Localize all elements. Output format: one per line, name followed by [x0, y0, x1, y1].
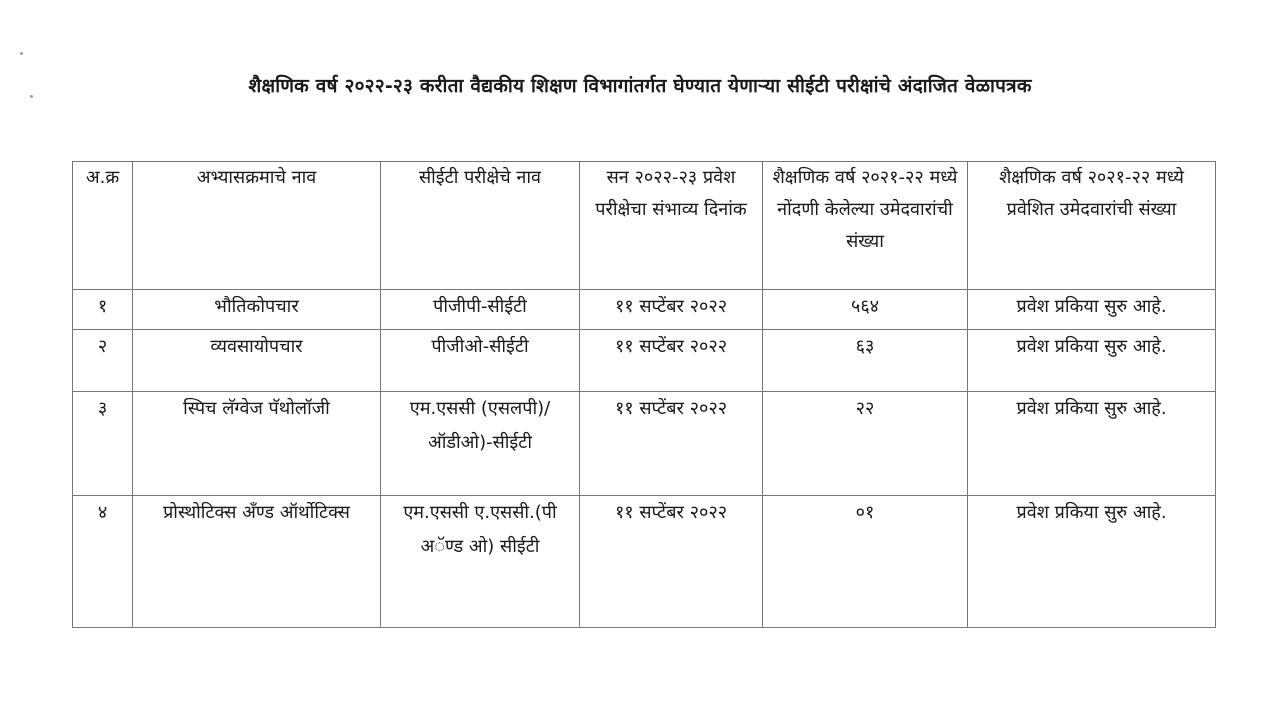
cell-admitted-count: प्रवेश प्रकिया सुरु आहे.: [968, 290, 1216, 330]
cell-registered-count: ०१: [763, 496, 968, 628]
cell-exam-date: ११ सप्टेंबर २०२२: [580, 496, 763, 628]
cell-course-name: स्पिच लॅग्वेज पॅथोलॉजी: [133, 392, 381, 496]
cell-registered-count: ६३: [763, 330, 968, 392]
cell-course-name: प्रोस्थोटिक्स अँण्ड ऑर्थोटिक्स: [133, 496, 381, 628]
cell-admitted-count: प्रवेश प्रकिया सुरु आहे.: [968, 392, 1216, 496]
cell-exam-date: ११ सप्टेंबर २०२२: [580, 290, 763, 330]
cell-cet-name: एम.एससी (एसलपी)/ऑडीओ)-सीईटी: [381, 392, 580, 496]
cell-exam-date: ११ सप्टेंबर २०२२: [580, 330, 763, 392]
cell-cet-name: एम.एससी ए.एससी.(पी अॅण्ड ओ) सीईटी: [381, 496, 580, 628]
header-course-name: अभ्यासक्रमाचे नाव: [133, 162, 381, 290]
cell-exam-date: ११ सप्टेंबर २०२२: [580, 392, 763, 496]
header-registered-count: शैक्षणिक वर्ष २०२१-२२ मध्ये नोंदणी केलेल्या उमेदवारांची संख्या: [763, 162, 968, 290]
header-serial: अ.क्र: [73, 162, 133, 290]
header-admitted-count: शैक्षणिक वर्ष २०२१-२२ मध्ये प्रवेशित उमेदवारांची संख्या: [968, 162, 1216, 290]
table-row: [73, 496, 1216, 628]
header-cet-name: सीईटी परीक्षेचे नाव: [381, 162, 580, 290]
cell-serial: १: [73, 290, 133, 330]
cell-cet-name: पीजीपी-सीईटी: [381, 290, 580, 330]
header-exam-date: सन २०२२-२३ प्रवेश परीक्षेचा संभाव्य दिनांक: [580, 162, 763, 290]
scan-speck: [20, 52, 23, 55]
cell-serial: ३: [73, 392, 133, 496]
table-row: [73, 330, 1216, 392]
cell-course-name: व्यवसायोपचार: [133, 330, 381, 392]
cell-serial: ४: [73, 496, 133, 628]
cell-registered-count: ५६४: [763, 290, 968, 330]
cell-registered-count: २२: [763, 392, 968, 496]
cell-admitted-count: प्रवेश प्रकिया सुरु आहे.: [968, 496, 1216, 628]
table-row: [73, 392, 1216, 496]
cell-cet-name: पीजीओ-सीईटी: [381, 330, 580, 392]
table-header-row: [73, 162, 1216, 290]
table-row: [73, 290, 1216, 330]
cet-schedule-table: [72, 161, 1216, 628]
page-title: शैक्षणिक वर्ष २०२२-२३ करीता वैद्यकीय शिक्षण विभागांतर्गत घेण्यात येणाऱ्या सीईटी परीक्षांचे अंदाजित वेळापत्रक: [248, 75, 1032, 97]
cell-course-name: भौतिकोपचार: [133, 290, 381, 330]
cell-admitted-count: प्रवेश प्रकिया सुरु आहे.: [968, 330, 1216, 392]
cell-serial: २: [73, 330, 133, 392]
